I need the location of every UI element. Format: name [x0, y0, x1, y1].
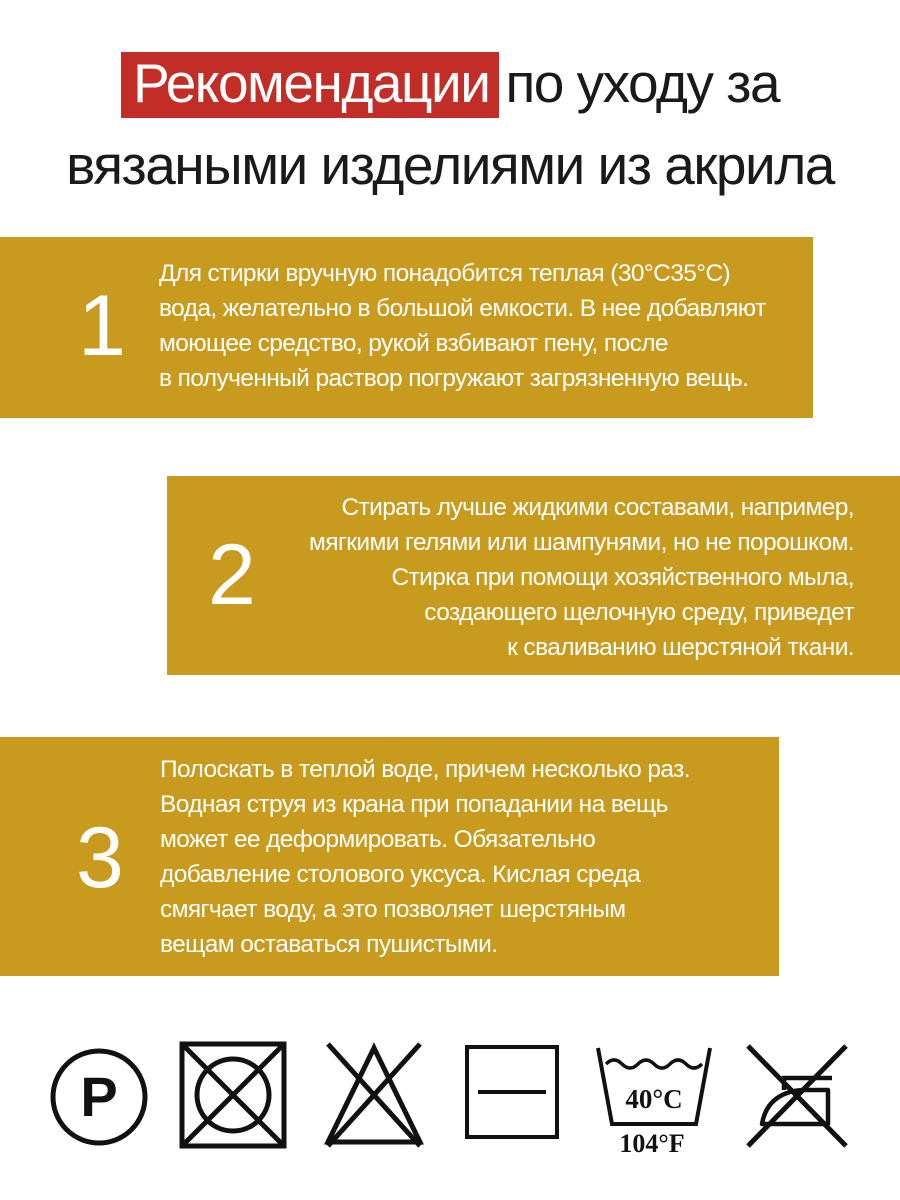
- step-text: [309, 490, 854, 665]
- step-text-line: вода, желательно в большой емкости. В нее добавляют: [159, 295, 766, 322]
- do-not-iron-icon: [740, 1040, 852, 1152]
- step-text-line: смягчает воду, а это позволяет шерстяным: [160, 896, 626, 923]
- step-text-line: добавление столового уксуса. Кислая среда: [160, 861, 641, 888]
- wash-40-icon: [592, 1042, 716, 1158]
- step-card-1: [0, 237, 813, 418]
- step-text-line: моющее средство, рукой взбивают пену, после: [159, 330, 668, 357]
- title-rest: по уходу за: [505, 52, 780, 114]
- step-text-line: может ее деформировать. Обязательно: [160, 826, 596, 853]
- step-card-2: [167, 476, 900, 675]
- step-number: 2: [208, 527, 256, 623]
- step-text-line: мягкими гелями или шампунями, но не порошком.: [309, 529, 854, 556]
- dry-flat-icon: [464, 1044, 560, 1140]
- svg-text:104°F: 104°F: [619, 1129, 685, 1158]
- step-text-line: Водная струя из крана при попадании на вещь: [160, 791, 668, 818]
- page-title-line1: [0, 48, 900, 118]
- step-number: 3: [76, 810, 124, 906]
- step-text-line: Стирка при помощи хозяйственного мыла,: [391, 564, 854, 591]
- title-highlight: Рекомендации: [121, 52, 500, 118]
- step-text-line: в полученный раствор погружают загрязненную вещь.: [159, 365, 749, 392]
- care-symbols-row: [0, 1030, 900, 1170]
- do-not-bleach-icon: [322, 1038, 426, 1152]
- page-title-line2: вязаными изделиями из акрила: [66, 134, 834, 196]
- svg-text:P: P: [80, 1065, 118, 1128]
- step-text-line: вещам оставаться пушистыми.: [160, 931, 498, 958]
- professional-cleaning-p-icon: [48, 1046, 150, 1148]
- step-text: [160, 752, 690, 962]
- step-text-line: создающего щелочную среду, приведет: [424, 599, 854, 626]
- step-card-3: [0, 737, 779, 976]
- step-text: [159, 256, 766, 396]
- svg-text:40°C: 40°C: [625, 1084, 683, 1114]
- step-text-line: Для стирки вручную понадобится теплая (30°С35°С): [159, 260, 731, 287]
- step-text-line: Полоскать в теплой воде, причем несколько раз.: [160, 756, 691, 783]
- step-text-line: к сваливанию шерстяной ткани.: [507, 634, 854, 661]
- step-text-line: Стирать лучше жидкими составами, например,: [341, 494, 854, 521]
- do-not-tumble-dry-icon: [178, 1040, 288, 1150]
- step-number: 1: [78, 278, 126, 374]
